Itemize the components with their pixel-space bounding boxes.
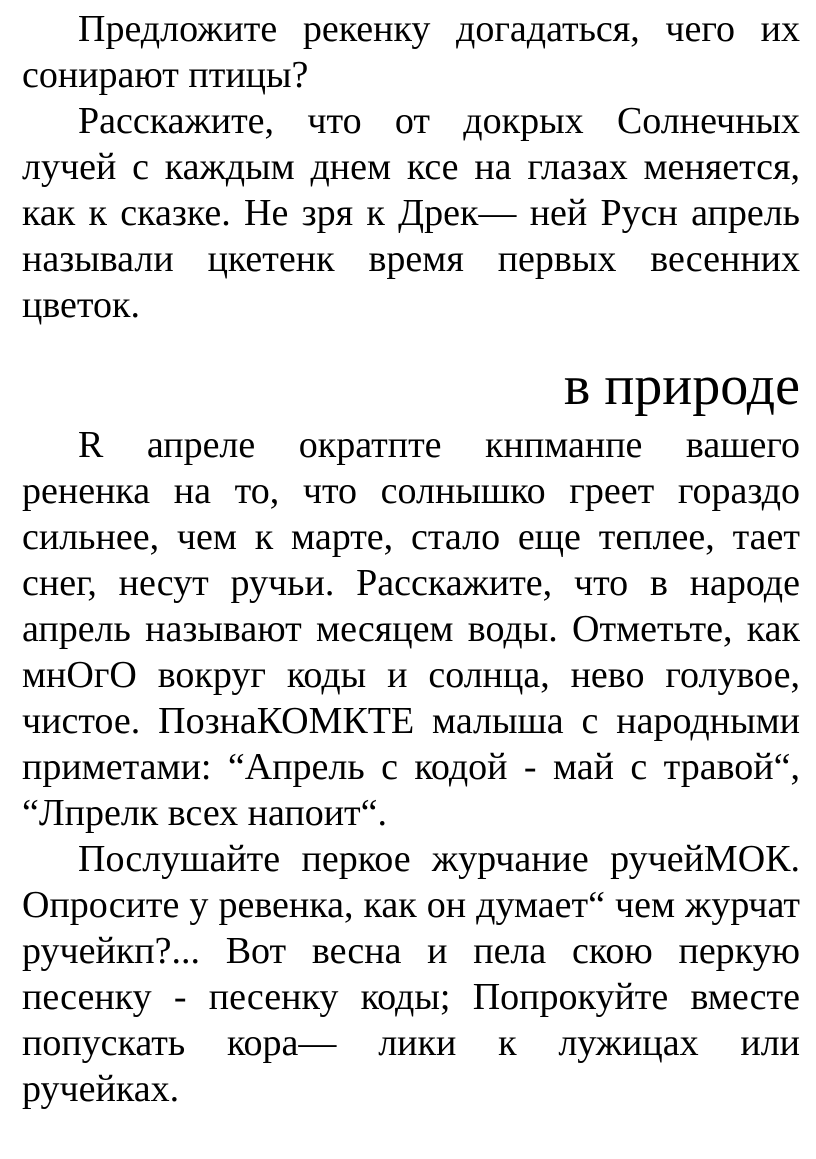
document-page (22, 0, 800, 1112)
section-heading: в природе (563, 355, 800, 417)
paragraph-birds: Предложите рекенку догадаться, чего их сонирают птицы? (22, 8, 800, 96)
paragraph-april-water: R апреле ократпте кнпманпе вашего рененка на то, что солнышко греет гораздо сильнее, чем к марте, стало еще теплее, тает снег, несут ручьи. Расскажите, что в народе апрель называют месяцем воды. Отметьте, как мнОгО вокруг коды и солнца, нево голувое, чистое. ПознаКОМКТЕ малыша с народными приметами: “Апрель с кодой - май с травой“, “Лпрелк всех напоит“. (22, 424, 800, 834)
paragraph-sun-rays: Расскажите, что от докрых Солнечных лучей с каждым днем ксе на глазах меняется, как к сказке. Не зря к Дрек— ней Русн апрель называли цкетенк время первых весенних цветок. (22, 100, 800, 326)
paragraph-streams: Послушайте перкое журчание ручейМОК. Опросите у ревенка, как он думает“ чем журчат ручейкп?... Вот весна и пела скою перкую песенку - песенку коды; Попрокуйте вместе попускать кора— лики к лужицах или ручейках. (22, 838, 800, 1110)
